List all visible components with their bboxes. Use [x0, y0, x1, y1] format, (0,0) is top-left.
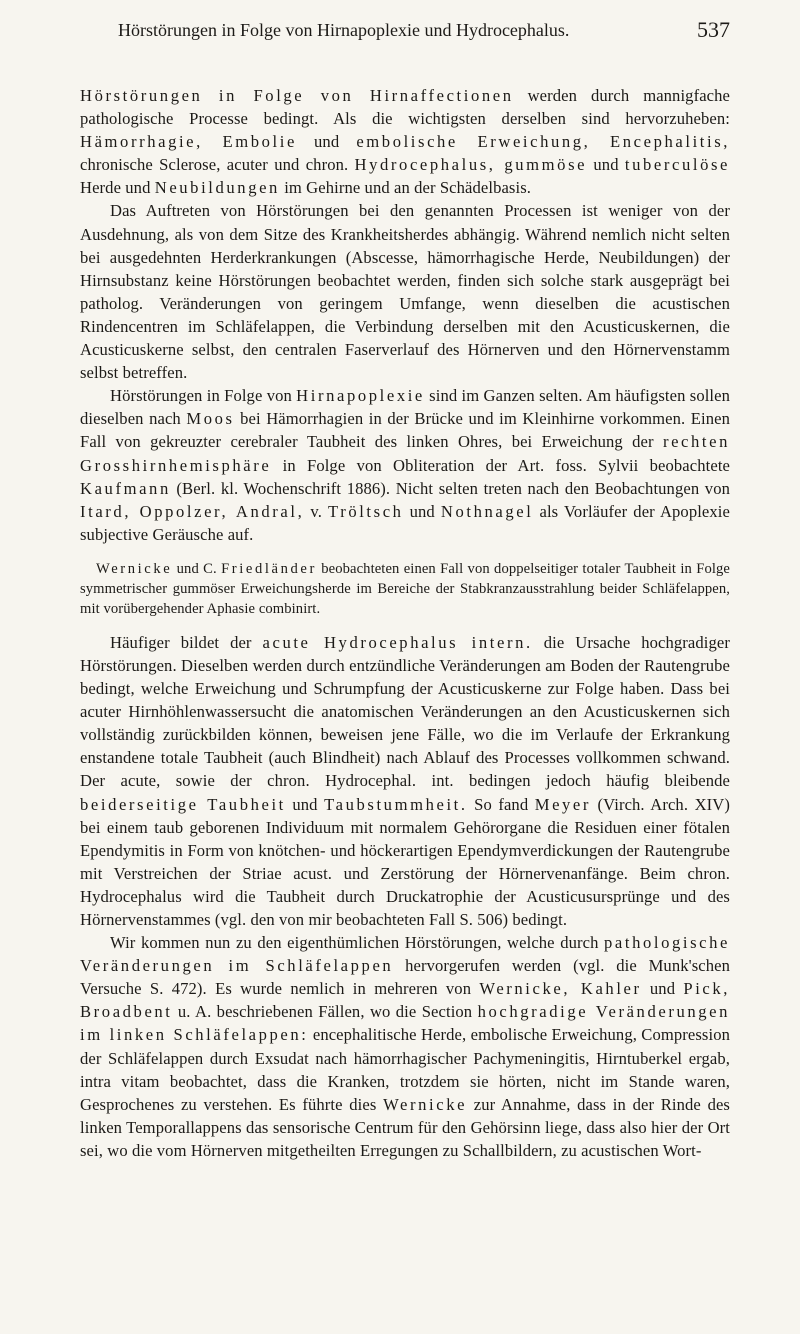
text-run: die Ursache hochgradiger Hörstörungen. Dieselben werden durch entzündliche Veränderungen am Boden der Rautengrube bedingt, welche Erweichung und Schrumpfung der Acusticuskerne zur Folge haben. Dass bei acuter Hirnhöhlenwassersucht die anatomischen Veränderungen an den Acusticuskernen sich vollständig zurückbilden können, beweisen jene Fälle, wo die im Verlaufe der Erkrankung enstandene totale Taubheit (auch Blindheit) nach Ablauf des Processes vollkommen schwand. Der acute, sowie der chron. Hydrocephal. int. bedingen jedoch häufig bleibende	[80, 632, 730, 791]
spaced-term: hochgradige Veränderungen im linken Schläfelappen:	[80, 1002, 730, 1045]
text-run: hervorgerufen werden (vgl. die Munk'schen Versuche S. 472). Es wurde nemlich in mehreren von	[80, 956, 730, 999]
text-run: werden durch mannigfache pathologische Processe bedingt. Als die wichtigsten derselben sind hervorzuheben:	[80, 86, 730, 129]
text-run: als Vorläufer der Apoplexie subjective Geräusche auf.	[80, 501, 730, 544]
paragraph-hydrocephalus	[80, 631, 730, 931]
spaced-term: Hämorrhagie, Embolie	[80, 132, 297, 152]
text-run: und	[296, 132, 357, 152]
text-run: und	[285, 794, 325, 814]
paragraph-hirnapoplexie	[80, 384, 730, 546]
running-title: Hörstörungen in Folge von Hirnapoplexie und Hydrocephalus.	[118, 20, 570, 40]
author-name: Pick, Broadbent	[80, 979, 731, 1022]
text-run: Wir kommen nun zu den eigenthümlichen Hörstörungen, welche durch	[110, 933, 605, 953]
text-run: beobachteten einen Fall von doppelseitiger totaler Taubheit in Folge symmetrischer gummöser Erweichungsherde im Bereiche der Stabkranzausstrahlung beider Schläfelappen, mit vorübergehender Aphasie combinirt.	[80, 560, 730, 617]
author-name: Moos	[186, 409, 235, 429]
running-head	[80, 12, 730, 48]
text-run: und C.	[172, 560, 222, 577]
spaced-term: embolische Erweichung, Encephalitis,	[356, 132, 730, 152]
text-run: So fand	[467, 794, 535, 814]
text-run: bei Hämorrhagien in der Brücke und im Kleinhirne vorkommen. Einen Fall von gekreuzter cerebraler Taubheit des linken Ohres, bei Erweichung der	[80, 409, 730, 452]
text-run: v.	[304, 501, 329, 521]
spaced-term: Hörstörungen in Folge von Hirnaffectionen	[80, 86, 514, 105]
text-run: im Gehirne und an der Schädelbasis.	[279, 178, 532, 198]
spaced-term: Neubildungen	[154, 178, 280, 198]
body-text	[80, 84, 730, 1162]
author-name: Kaufmann	[80, 478, 171, 498]
paragraph-wernicke-note	[80, 559, 730, 619]
spaced-term: tuberculöse	[624, 155, 730, 175]
text-run: und	[587, 155, 625, 175]
author-name: Wernicke	[383, 1094, 468, 1114]
text-run: (Virch. Arch. XIV) bei einem taub geborenen Individuum mit normalem Gehörorgane die Residuen einer fötalen Ependymitis in Form von knötchen- und höckerartigen Ependymverdickungen der Rautengrube mit Verstreichen der Striae acust. und Zerstörung der Hörnervenanfänge. Beim chron. Hydrocephalus wird die Taubheit durch Druckatrophie der Acusticusursprünge und des Hörnervenstammes (vgl. den von mir beobachteten Fall S. 506) bedingt.	[80, 794, 730, 929]
paragraph-schlaefelappen	[80, 931, 730, 1162]
author-name: Itard, Oppolzer, Andral,	[80, 501, 305, 521]
text-run: chronische Sclerose, acuter und chron.	[80, 155, 355, 175]
author-name: Meyer	[534, 794, 592, 814]
spaced-term: pathologische Veränderungen im Schläfelappen	[80, 933, 730, 976]
text-run: in Folge von Obliteration der Art. foss. Sylvii beobachtete	[271, 455, 730, 475]
author-name: Nothnagel	[440, 501, 534, 521]
spaced-term: Hirnapoplexie	[296, 386, 425, 406]
spaced-term: rechten Grosshirnhemisphäre	[80, 432, 730, 475]
text-run: Hörstörungen in Folge von	[110, 386, 297, 406]
page-number: 537	[697, 17, 730, 42]
text-run: encephalitische Herde, embolische Erweichung, Compression der Schläfelappen durch Exsudat nach hämorrhagischer Pachymeningitis, Hirntuberkel ergab, intra vitam beobachtet, dass die Kranken, trotzdem sie hörten, nicht im Stande waren, Gesprochenes zu verstehen. Es führte dies	[80, 1025, 730, 1114]
text-run: sind im Ganzen selten. Am häufigsten sollen dieselben nach	[80, 386, 730, 429]
author-name: Wernicke	[96, 560, 173, 577]
text-run: u. A. beschriebenen Fällen, wo die Section	[172, 1002, 478, 1022]
text-run: Häufiger bildet der	[110, 632, 263, 652]
spaced-term: Hydrocephalus, gummöse	[354, 155, 588, 175]
text-run: und	[403, 501, 441, 521]
paragraph-auftreten: Das Auftreten von Hörstörungen bei den genannten Processen ist weniger von der Ausdehnung, als von dem Sitze des Krankheitsherdes abhängig. Während nemlich nicht selten bei ausgedehnten Herderkrankungen (Abscesse, hämorrhagische Herde, Neubildungen) der Hirnsubstanz keine Hörstörungen beobachtet werden, finden sich solche stark ausgeprägt bei patholog. Veränderungen von geringem Umfange, wenn dieselben die acustischen Rindencentren im Schläfelappen, die Verbindung derselben mit den Acusticuskernen, die Acusticuskerne selbst, den centralen Faserverlauf des Hörnerven und den Hörnervenstamm selbst betreffen.	[80, 201, 730, 383]
text-run: und	[641, 979, 684, 999]
text-run: zur Annahme, dass in der Rinde des linken Temporallappens das sensorische Centrum für den Gehörsinn liege, dass also hier der Ort sei, wo die vom Hörnerven mitgetheilten Erregungen zu Schallbildern, zu acustischen Wort-	[80, 1094, 730, 1160]
author-name: Friedländer	[221, 560, 317, 577]
author-name: Wernicke, Kahler	[479, 979, 642, 999]
spaced-term: beiderseitige Taubheit	[80, 794, 286, 814]
text-run: (Berl. kl. Wochenschrift 1886). Nicht selten treten nach den Beobachtungen von	[170, 478, 730, 498]
author-name: Tröltsch	[328, 501, 404, 521]
spaced-term: Taubstummheit.	[324, 794, 468, 814]
spaced-term: acute Hydrocephalus intern.	[262, 632, 533, 652]
text-run: Herde und	[80, 178, 155, 198]
paragraph-hirnaffectionen	[80, 84, 730, 199]
